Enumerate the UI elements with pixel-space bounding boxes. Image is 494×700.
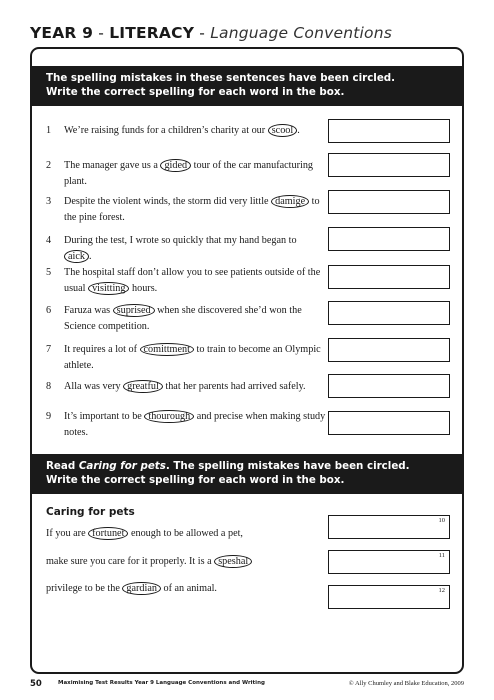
header-separator: -	[93, 24, 110, 42]
answer-box[interactable]	[328, 227, 450, 251]
answer-box[interactable]	[328, 119, 450, 143]
instruction-line: The spelling mistakes in these sentences have been circled.	[46, 72, 396, 84]
answer-box[interactable]	[328, 515, 450, 539]
question-text: It requires a lot of comittment to train to become an Olympic athlete.	[64, 344, 321, 371]
header-topic: Language Conventions	[210, 24, 393, 42]
passage-line: privilege to be the gardian of an animal.	[46, 583, 217, 594]
box-number: 10	[438, 517, 445, 524]
question-number: 6	[46, 305, 52, 316]
instruction-line: Write the correct spelling for each word in the box.	[46, 86, 345, 98]
answer-box[interactable]	[328, 301, 450, 325]
question-number: 3	[46, 196, 52, 207]
question-text: Alla was very greatful that her parents had arrived safely.	[64, 381, 306, 392]
instructions-banner	[32, 454, 462, 494]
circled-word: comittment	[140, 343, 194, 356]
answer-box[interactable]	[328, 585, 450, 609]
answer-box[interactable]	[328, 411, 450, 435]
circled-word: scool	[268, 124, 298, 137]
answer-box[interactable]	[328, 265, 450, 289]
question-number: 4	[46, 235, 52, 246]
circled-word: speshal	[214, 555, 252, 568]
question-number: 9	[46, 411, 52, 422]
question-number: 1	[46, 125, 52, 136]
answer-box[interactable]	[328, 550, 450, 574]
question-text: The hospital staff don’t allow you to see patients outside of the usual visitting hours.	[64, 267, 321, 294]
answer-box[interactable]	[328, 374, 450, 398]
question-text: The manager gave us a gided tour of the car manufacturing plant.	[64, 160, 314, 187]
circled-word: damige	[271, 195, 309, 208]
circled-word: visitting	[88, 282, 129, 295]
circled-word: aick	[64, 250, 89, 263]
instructions-banner	[32, 66, 462, 106]
header-year: YEAR 9	[30, 24, 94, 42]
circled-word: suprised	[113, 304, 155, 317]
circled-word: gided	[160, 159, 191, 172]
question-text: Faruza was suprised when she discovered she’d won the Science competition.	[64, 305, 302, 332]
section-title: Caring for pets	[46, 506, 135, 518]
copyright: © Ally Chumley and Blake Education, 2009	[348, 680, 464, 687]
passage-line: If you are fortunet enough to be allowed a pet,	[46, 528, 243, 539]
passage-line: make sure you care for it properly. It is a speshal	[46, 554, 252, 570]
instruction-line: Read Caring for pets. The spelling mistakes have been circled.	[46, 460, 410, 472]
page-header	[30, 24, 392, 42]
circled-word: fortunet	[88, 527, 128, 540]
circled-word: gardian	[122, 582, 161, 595]
header-separator: -	[194, 24, 211, 42]
question-number: 8	[46, 381, 52, 392]
question-text: We’re raising funds for a children’s charity at our scool .	[64, 125, 300, 136]
question-number: 5	[46, 267, 52, 278]
instruction-line: Write the correct spelling for each word in the box.	[46, 474, 345, 486]
question-text: It’s important to be thourough and precise when making study notes.	[64, 411, 326, 438]
box-number: 11	[438, 552, 445, 559]
question-number: 2	[46, 160, 52, 171]
question-text: During the test, I wrote so quickly that my hand began to aick .	[64, 235, 297, 262]
page-number: 50	[30, 679, 42, 689]
question-text: Despite the violent winds, the storm did very little damige to the pine forest.	[64, 196, 320, 223]
answer-box[interactable]	[328, 338, 450, 362]
passage-title-ref: Caring for pets	[78, 460, 166, 472]
worksheet-frame	[30, 47, 464, 674]
header-subject: LITERACY	[109, 24, 195, 42]
answer-box[interactable]	[328, 190, 450, 214]
question-number: 7	[46, 344, 52, 355]
circled-word: thourough	[144, 410, 194, 423]
circled-word: greatful	[123, 380, 163, 393]
answer-box[interactable]	[328, 153, 450, 177]
book-title: Maximising Test Results Year 9 Language Conventions and Writing	[58, 680, 265, 686]
box-number: 12	[438, 587, 445, 594]
